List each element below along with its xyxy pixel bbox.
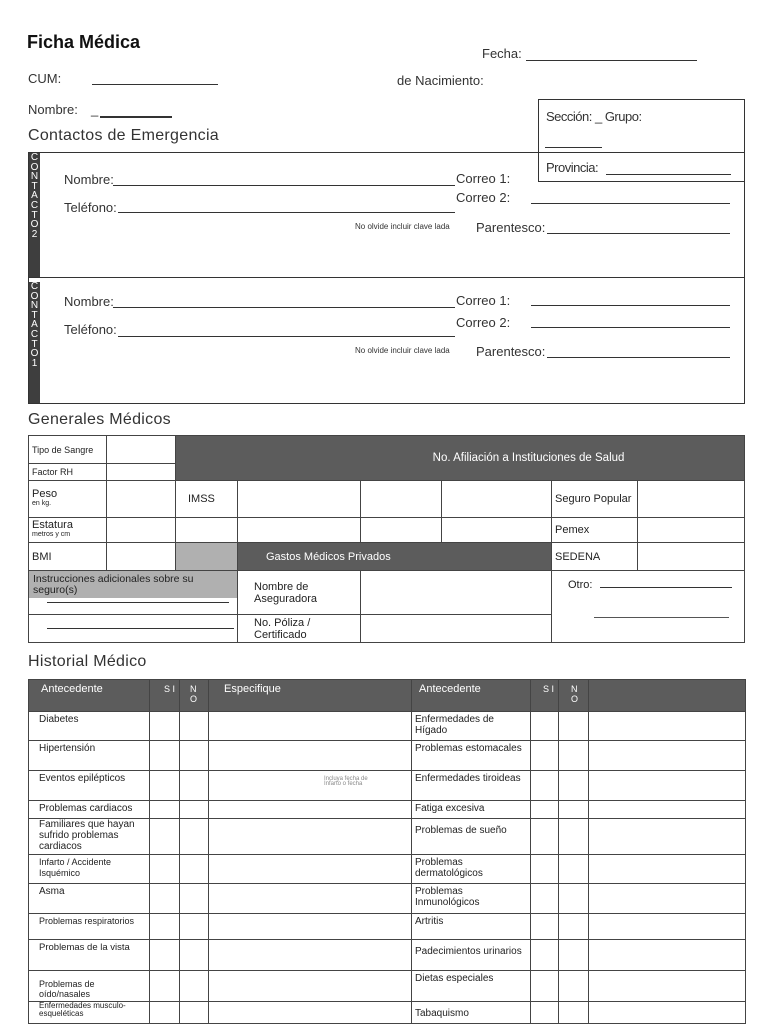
hist-left-si[interactable] — [150, 801, 180, 819]
sedena-label: SEDENA — [552, 543, 638, 571]
hist-left-no[interactable] — [180, 819, 209, 855]
hist-left-no[interactable] — [180, 914, 209, 940]
contact-2-nombre-field[interactable] — [113, 185, 455, 186]
hist-especifique[interactable] — [209, 884, 412, 914]
contact-2-parentesco-field[interactable] — [547, 233, 730, 234]
hist-left-label: Enfermedades musculo-esqueléticas — [29, 1002, 150, 1024]
hist-right-extra[interactable] — [589, 819, 746, 855]
contact-1-side-label: C O N T A C T O 1 — [29, 282, 40, 403]
hist-left-si[interactable] — [150, 884, 180, 914]
emergency-title: Contactos de Emergencia — [28, 127, 220, 144]
contact-1-correo1-label: Correo 1: — [456, 293, 511, 308]
hist-right-no[interactable] — [559, 914, 589, 940]
hist-right-no[interactable] — [559, 971, 589, 1002]
hist-left-no[interactable] — [180, 940, 209, 971]
bmi-label: BMI — [29, 543, 107, 571]
hist-right-label: Artritis — [412, 914, 531, 940]
instrucciones-field-2[interactable] — [47, 628, 234, 629]
hist-right-label: Problemas estomacales — [412, 741, 531, 771]
estatura-field[interactable] — [107, 518, 176, 543]
hist-header-si: S I — [150, 680, 180, 712]
hist-left-no[interactable] — [180, 801, 209, 819]
contact-1-parentesco-field[interactable] — [547, 357, 730, 358]
hist-right-label: Enfermedades de Hígado — [412, 712, 531, 741]
historial-table — [28, 679, 746, 1024]
hist-left-label: Hipertensión — [29, 741, 150, 771]
contact-2-note: No olvide incluir clave lada — [355, 222, 450, 231]
contact-2-correo2-label: Correo 2: — [456, 190, 511, 205]
hist-left-si[interactable] — [150, 914, 180, 940]
contact-2-correo2-field[interactable] — [531, 203, 730, 204]
aseguradora-field[interactable] — [361, 571, 552, 615]
hist-right-label: Problemas de sueño — [412, 819, 531, 855]
hist-left-no[interactable] — [180, 884, 209, 914]
contact-2-parentesco-label: Parentesco: — [476, 220, 546, 235]
hist-especifique[interactable] — [209, 1002, 412, 1024]
instrucciones-cell — [29, 571, 238, 615]
contact-1-nombre-field[interactable] — [113, 307, 455, 308]
afiliacion-field-c[interactable] — [361, 518, 442, 543]
nombre-value: _ — [91, 102, 99, 117]
hist-especifique[interactable] — [209, 971, 412, 1002]
provincia-field[interactable] — [606, 174, 731, 175]
estatura-unit: metros y cm — [32, 531, 71, 538]
hist-right-si[interactable] — [531, 971, 559, 1002]
hist-right-si[interactable] — [531, 741, 559, 771]
nacimiento-label: de Nacimiento: — [397, 73, 484, 88]
hist-right-no[interactable] — [559, 771, 589, 801]
hist-right-no[interactable] — [559, 884, 589, 914]
contact-1-correo1-field[interactable] — [531, 305, 730, 306]
seguro-popular-field[interactable] — [638, 481, 745, 518]
hist-especifique[interactable] — [209, 801, 412, 819]
hist-especifique[interactable] — [209, 914, 412, 940]
grupo-field[interactable] — [545, 147, 602, 148]
otro-field[interactable] — [600, 587, 732, 588]
contact-1-correo2-field[interactable] — [531, 327, 730, 328]
hist-left-no[interactable] — [180, 771, 209, 801]
hist-right-si[interactable] — [531, 855, 559, 884]
seccion-label: Sección: _ Grupo: — [546, 109, 642, 124]
hist-right-label: Padecimientos urinarios — [412, 940, 531, 971]
hist-right-si[interactable] — [531, 940, 559, 971]
hist-right-no[interactable] — [559, 1002, 589, 1024]
instrucciones-line-cell — [29, 615, 238, 643]
generales-table — [28, 435, 745, 643]
hist-right-extra[interactable] — [589, 1002, 746, 1024]
hist-right-label: Fatiga excesiva — [412, 801, 531, 819]
contact-1-parentesco-label: Parentesco: — [476, 344, 546, 359]
nombre-field[interactable] — [100, 116, 172, 118]
hist-left-label: Infarto / Accidente Isquémico — [29, 855, 150, 884]
hist-left-si[interactable] — [150, 771, 180, 801]
hist-header-especifique: Especifique — [209, 680, 412, 712]
hist-right-si[interactable] — [531, 819, 559, 855]
tipo-sangre-field[interactable] — [107, 436, 176, 464]
afiliacion-field-b[interactable] — [442, 481, 552, 518]
hist-right-label: Dietas especiales — [412, 971, 531, 1002]
sedena-field[interactable] — [638, 543, 745, 571]
hist-left-si[interactable] — [150, 1002, 180, 1024]
hist-header-no: N O — [180, 680, 209, 712]
poliza-label: No. Póliza / Certificado — [238, 615, 361, 643]
hist-left-label: Asma — [29, 884, 150, 914]
hist-left-no[interactable] — [180, 712, 209, 741]
hist-especifique[interactable] — [209, 712, 412, 741]
contact-1-correo2-label: Correo 2: — [456, 315, 511, 330]
hist-right-label: Enfermedades tiroideas — [412, 771, 531, 801]
hist-right-no[interactable] — [559, 855, 589, 884]
hist-right-extra[interactable] — [589, 771, 746, 801]
hist-header-si-2: S I — [531, 680, 559, 712]
afiliacion-field-a[interactable] — [361, 481, 442, 518]
provincia-label: Provincia: — [546, 160, 599, 175]
contact-1-box — [28, 277, 745, 404]
hist-especifique[interactable] — [209, 819, 412, 855]
hist-right-no[interactable] — [559, 712, 589, 741]
hist-left-no[interactable] — [180, 971, 209, 1002]
hist-right-extra[interactable] — [589, 914, 746, 940]
historial-title: Historial Médico — [28, 653, 147, 670]
cum-label: CUM: — [28, 71, 62, 86]
instrucciones-label: Instrucciones adicionales sobre su seguro(s) — [29, 571, 237, 598]
hist-header-antecedente: Antecedente — [29, 680, 150, 712]
hist-right-si[interactable] — [531, 1002, 559, 1024]
peso-unit: en kg. — [32, 500, 52, 507]
hist-right-si[interactable] — [531, 712, 559, 741]
estatura-label: Estatura — [32, 519, 73, 531]
contact-1-telefono-field[interactable] — [118, 336, 455, 337]
hist-right-extra[interactable] — [589, 712, 746, 741]
pemex-field[interactable] — [638, 518, 745, 543]
imss-label: IMSS — [176, 481, 238, 518]
hist-left-no[interactable] — [180, 1002, 209, 1024]
contact-2-correo1-label: Correo 1: — [456, 171, 511, 186]
hist-right-label: Problemas dermatológicos — [412, 855, 531, 884]
hist-right-extra[interactable] — [589, 801, 746, 819]
generales-title: Generales Médicos — [28, 411, 171, 428]
otro-label: Otro: — [568, 579, 593, 591]
hist-right-no[interactable] — [559, 940, 589, 971]
page-title: Ficha Médica — [27, 32, 141, 52]
instrucciones-field-1[interactable] — [47, 602, 229, 603]
hist-left-no[interactable] — [180, 855, 209, 884]
hist-right-label: Problemas Inmunológicos — [412, 884, 531, 914]
hist-right-no[interactable] — [559, 801, 589, 819]
cum-field[interactable] — [92, 84, 218, 85]
hist-right-no[interactable] — [559, 741, 589, 771]
afiliacion-header: No. Afiliación a Instituciones de Salud — [176, 436, 745, 481]
contact-1-telefono-label: Teléfono: — [64, 322, 117, 337]
hist-especifique[interactable] — [209, 741, 412, 771]
hist-left-label: Eventos epilépticos — [29, 771, 150, 801]
hist-header-no-2: N O — [559, 680, 589, 712]
hist-faint-note: Incluya fecha de Infarto o fecha — [324, 776, 368, 787]
factor-rh-label: Factor RH — [29, 464, 107, 481]
hist-left-si[interactable] — [150, 712, 180, 741]
nombre-label: Nombre: — [28, 102, 78, 117]
bmi-gray-cell — [176, 543, 238, 571]
hist-header-extra — [589, 680, 746, 712]
bmi-field[interactable] — [107, 543, 176, 571]
imss-field[interactable] — [238, 481, 361, 518]
hist-right-extra[interactable] — [589, 855, 746, 884]
hist-left-label: Problemas cardiacos — [29, 801, 150, 819]
estatura-empty — [176, 518, 238, 543]
factor-rh-field[interactable] — [107, 464, 176, 481]
otro-cell — [552, 571, 745, 643]
hist-right-si[interactable] — [531, 801, 559, 819]
hist-left-si[interactable] — [150, 940, 180, 971]
peso-label: Peso — [32, 488, 58, 500]
hist-left-label: Diabetes — [29, 712, 150, 741]
peso-field[interactable] — [107, 481, 176, 518]
seguro-popular-label: Seguro Popular — [552, 481, 638, 518]
hist-right-si[interactable] — [531, 914, 559, 940]
hist-especifique[interactable] — [209, 855, 412, 884]
aseguradora-label: Nombre de Aseguradora — [238, 571, 361, 615]
contact-1-note: No olvide incluir clave lada — [355, 346, 450, 355]
hist-left-label: Problemas de la vista — [29, 940, 150, 971]
poliza-field[interactable] — [361, 615, 552, 643]
hist-left-label: Problemas de oído/nasales — [29, 971, 150, 1002]
hist-left-si[interactable] — [150, 971, 180, 1002]
hist-left-si[interactable] — [150, 741, 180, 771]
otro-field-2[interactable] — [594, 617, 729, 618]
hist-left-si[interactable] — [150, 855, 180, 884]
fecha-label: Fecha: — [482, 46, 522, 61]
hist-header-antecedente-2: Antecedente — [412, 680, 531, 712]
hist-left-si[interactable] — [150, 819, 180, 855]
hist-especifique[interactable] — [209, 771, 412, 801]
hist-right-extra[interactable] — [589, 884, 746, 914]
hist-right-extra[interactable] — [589, 741, 746, 771]
hist-left-label: Familiares que hayan sufrido problemas cardiacos — [29, 819, 150, 855]
hist-right-extra[interactable] — [589, 940, 746, 971]
imss-field-2[interactable] — [238, 518, 361, 543]
contact-2-side-label: C O N T A C T O 2 — [29, 153, 40, 277]
tipo-sangre-label: Tipo de Sangre — [29, 436, 107, 464]
gastos-header: Gastos Médicos Privados — [238, 543, 552, 571]
contact-2-telefono-field[interactable] — [118, 212, 455, 213]
hist-right-si[interactable] — [531, 884, 559, 914]
pemex-label: Pemex — [552, 518, 638, 543]
hist-left-no[interactable] — [180, 741, 209, 771]
afiliacion-field-d[interactable] — [442, 518, 552, 543]
hist-right-no[interactable] — [559, 819, 589, 855]
hist-left-label: Problemas respiratorios — [29, 914, 150, 940]
hist-right-label: Tabaquismo — [412, 1002, 531, 1024]
hist-right-extra[interactable] — [589, 971, 746, 1002]
contact-2-telefono-label: Teléfono: — [64, 200, 117, 215]
hist-right-si[interactable] — [531, 771, 559, 801]
contact-2-nombre-label: Nombre: — [64, 172, 114, 187]
fecha-field[interactable] — [526, 60, 697, 61]
hist-especifique[interactable] — [209, 940, 412, 971]
contact-1-nombre-label: Nombre: — [64, 294, 114, 309]
